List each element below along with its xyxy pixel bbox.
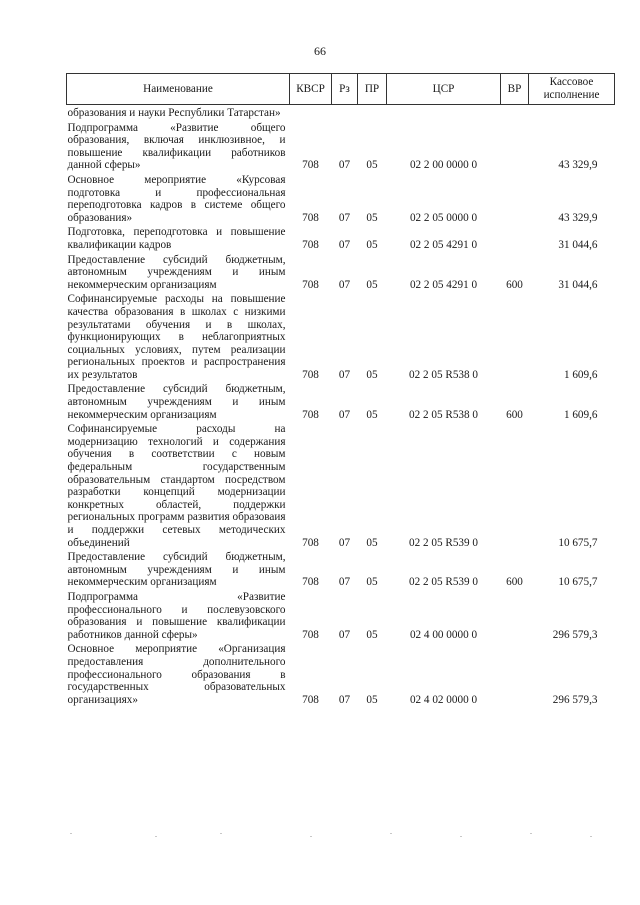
cell-pr: 05 bbox=[366, 693, 378, 706]
cell-rz bbox=[332, 105, 358, 121]
cell-vr bbox=[501, 121, 529, 173]
cell-kvsr: 708 bbox=[302, 536, 319, 549]
cell-rz: 07 bbox=[338, 278, 351, 291]
header-sum: Кассовое исполнение bbox=[529, 74, 615, 105]
cell-sum: 1 609,6 bbox=[563, 368, 598, 381]
table-header bbox=[67, 74, 615, 105]
cell-vr: 600 bbox=[506, 278, 523, 291]
cell-kvsr: 708 bbox=[302, 368, 319, 381]
table-row bbox=[67, 642, 615, 707]
table-row bbox=[67, 253, 615, 293]
cell-csr bbox=[387, 105, 501, 121]
cell-vr bbox=[501, 642, 529, 707]
table-row bbox=[67, 292, 615, 382]
cell-pr: 05 bbox=[366, 576, 378, 589]
cell-csr: 02 4 02 0000 0 bbox=[409, 693, 478, 706]
cell-csr: 02 2 05 R538 0 bbox=[409, 368, 478, 381]
cell-sum: 296 579,3 bbox=[552, 628, 598, 641]
cell-name: Подпрограмма «Развитие профессионального и послевузовского образования и повышение квалификации работников данной сферы» bbox=[67, 590, 286, 641]
cell-kvsr: 708 bbox=[302, 278, 319, 291]
cell-pr: 05 bbox=[366, 368, 378, 381]
table-row bbox=[67, 105, 615, 121]
scan-dot bbox=[460, 836, 462, 837]
cell-csr: 02 2 00 0000 0 bbox=[409, 159, 478, 172]
cell-sum: 296 579,3 bbox=[552, 693, 598, 706]
cell-sum: 43 329,9 bbox=[558, 211, 598, 224]
cell-vr bbox=[501, 225, 529, 252]
cell-vr: 600 bbox=[506, 576, 523, 589]
scan-dot bbox=[220, 833, 222, 834]
page-number: 66 bbox=[314, 44, 326, 58]
cell-rz: 07 bbox=[338, 238, 351, 251]
cell-rz: 07 bbox=[338, 408, 351, 421]
cell-csr: 02 2 05 4291 0 bbox=[409, 278, 478, 291]
table-row bbox=[67, 590, 615, 642]
cell-kvsr: 708 bbox=[302, 408, 319, 421]
cell-kvsr: 708 bbox=[302, 159, 319, 172]
header-kvsr: КВСР bbox=[290, 74, 332, 105]
cell-csr: 02 2 05 4291 0 bbox=[409, 238, 478, 251]
cell-sum bbox=[529, 105, 615, 121]
cell-name: Софинансируемые расходы на модернизацию технологий и содержания обучения в соответствии с новым федеральным государственным образовательным стандартом посредством разработки концепций модернизации конкретных областей, поддержки региональных программ развития образоваия и поддержки сетевых методических объединений bbox=[67, 423, 286, 549]
header-csr: ЦСР bbox=[387, 74, 501, 105]
cell-vr bbox=[501, 173, 529, 225]
cell-name: Предоставление субсидий бюджетным, автономным учреждениям и иным некоммерческим организациям bbox=[67, 383, 286, 421]
scan-dot bbox=[390, 833, 392, 834]
cell-kvsr: 708 bbox=[302, 693, 319, 706]
table-row bbox=[67, 550, 615, 590]
cell-sum: 10 675,7 bbox=[558, 536, 598, 549]
cell-name: Подготовка, переподготовка и повышение квалификации кадров bbox=[67, 226, 286, 251]
cell-name: Подпрограмма «Развитие общего образования, включая инклюзивное, и повышение квалификации работников данной сферы» bbox=[67, 121, 286, 172]
cell-rz: 07 bbox=[338, 211, 351, 224]
cell-pr: 05 bbox=[366, 278, 378, 291]
cell-name: Основное мероприятие «Курсовая подготовка и профессиональная переподготовка кадров в системе общего образования» bbox=[67, 173, 286, 224]
header-rz: Рз bbox=[332, 74, 358, 105]
cell-rz: 07 bbox=[338, 159, 351, 172]
scan-dot bbox=[310, 836, 312, 837]
cell-kvsr bbox=[290, 105, 332, 121]
scan-dots bbox=[60, 833, 600, 841]
scan-dot bbox=[155, 836, 157, 837]
header-vr: ВР bbox=[501, 74, 529, 105]
table-row bbox=[67, 225, 615, 252]
cell-name: Софинансируемые расходы на повышение качества образования в школах с низкими результатами обучения и в школах, функционирующих в неблагоприятных социальных условиях, путем реализации региональных проектов и распространения их результатов bbox=[67, 293, 286, 381]
cell-pr bbox=[358, 105, 387, 121]
header-pr: ПР bbox=[358, 74, 387, 105]
cell-sum: 43 329,9 bbox=[558, 159, 598, 172]
cell-vr bbox=[501, 422, 529, 550]
budget-table bbox=[66, 73, 615, 707]
cell-kvsr: 708 bbox=[302, 628, 319, 641]
cell-pr: 05 bbox=[366, 159, 378, 172]
cell-name: Предоставление субсидий бюджетным, автономным учреждениям и иным некоммерческим организациям bbox=[67, 253, 286, 291]
cell-vr: 600 bbox=[506, 408, 523, 421]
cell-pr: 05 bbox=[366, 536, 378, 549]
scan-dot bbox=[70, 833, 72, 834]
scan-dot bbox=[590, 836, 592, 837]
table-body bbox=[67, 105, 615, 708]
cell-csr: 02 4 00 0000 0 bbox=[409, 628, 478, 641]
table-row bbox=[67, 121, 615, 173]
cell-sum: 31 044,6 bbox=[558, 238, 598, 251]
cell-csr: 02 2 05 R539 0 bbox=[409, 576, 478, 589]
cell-sum: 31 044,6 bbox=[558, 278, 598, 291]
cell-rz: 07 bbox=[338, 368, 351, 381]
cell-rz: 07 bbox=[338, 693, 351, 706]
table-row bbox=[67, 173, 615, 225]
cell-pr: 05 bbox=[366, 238, 378, 251]
cell-vr bbox=[501, 292, 529, 382]
header-name: Наименование bbox=[67, 74, 290, 105]
cell-name: Предоставление субсидий бюджетным, автономным учреждениям и иным некоммерческим организациям bbox=[67, 551, 286, 589]
table-row bbox=[67, 382, 615, 422]
table-row bbox=[67, 422, 615, 550]
cell-pr: 05 bbox=[366, 628, 378, 641]
cell-name: Основное мероприятие «Организация предоставления дополнительного профессионального образования в государственных образовательных организациях» bbox=[67, 643, 286, 706]
cell-rz: 07 bbox=[338, 628, 351, 641]
cell-pr: 05 bbox=[366, 408, 378, 421]
cell-kvsr: 708 bbox=[302, 576, 319, 589]
cell-rz: 07 bbox=[338, 536, 351, 549]
cell-name: образования и науки Республики Татарстан» bbox=[67, 107, 281, 119]
cell-sum: 10 675,7 bbox=[558, 576, 598, 589]
cell-kvsr: 708 bbox=[302, 211, 319, 224]
cell-rz: 07 bbox=[338, 576, 351, 589]
cell-csr: 02 2 05 0000 0 bbox=[409, 211, 478, 224]
cell-csr: 02 2 05 R538 0 bbox=[409, 408, 478, 421]
cell-pr: 05 bbox=[366, 211, 378, 224]
cell-sum: 1 609,6 bbox=[563, 408, 598, 421]
cell-kvsr: 708 bbox=[302, 238, 319, 251]
cell-vr bbox=[501, 590, 529, 642]
cell-csr: 02 2 05 R539 0 bbox=[409, 536, 478, 549]
cell-vr bbox=[501, 105, 529, 121]
scan-dot bbox=[530, 833, 532, 834]
